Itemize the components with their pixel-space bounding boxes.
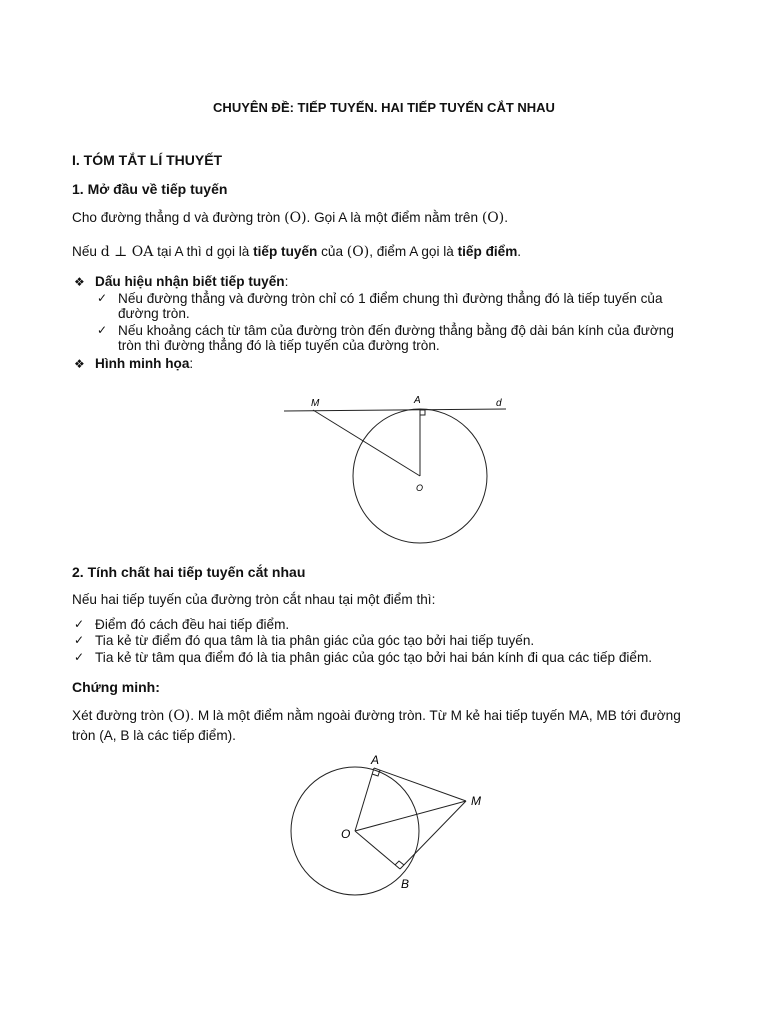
term-tangent-point: tiếp điểm [457,244,518,259]
checkmark-icon: ✓ [74,633,85,647]
text-run: . M là một điểm nằm ngoài đường tròn. Từ M kẻ hai tiếp tuyến MA, MB tới đường [190,708,681,723]
tangent-mb [400,801,466,869]
term-tangent: tiếp tuyến [253,244,318,259]
colon: : [284,274,289,289]
text-run: . [504,210,509,225]
label-m: M [471,794,481,808]
checkmark-icon: ✓ [97,323,108,337]
radius-ob [355,831,400,869]
subsection-heading-tangent-intro: 1. Mở đầu về tiếp tuyến [72,181,228,197]
property-item-1: Điểm đó cách đều hai tiếp điểm. [95,617,290,632]
math-circle-o: (O) [284,210,307,226]
label-o: O [416,483,424,493]
text-run: Xét đường tròn [72,708,168,723]
label-a: A [414,395,421,406]
paragraph-proof [72,707,702,725]
text-run: . [517,244,522,259]
right-angle-mark [420,410,425,415]
proof-heading: Chứng minh: [72,679,160,695]
sign-item-2-line-1: Nếu khoảng cách từ tâm của đường tròn đến đường thẳng bằng độ dài bán kính của đường [118,323,674,338]
diamond-bullet-icon: ❖ [74,275,85,289]
sign-item-1-line-1: Nếu đường thẳng và đường tròn chỉ có 1 điểm chung thì đường thẳng đó là tiếp tuyến của [118,291,663,306]
checkmark-icon: ✓ [74,650,85,664]
illustration-label: Hình minh họa [95,356,190,371]
sign-item-2-line-2: tròn thì đường thẳng đó là tiếp tuyến của đường tròn. [118,338,440,353]
label-o: O [341,827,351,841]
checkmark-icon: ✓ [97,291,108,305]
property-item-2: Tia kẻ từ điểm đó qua tâm là tia phân giác của góc tạo bởi hai tiếp tuyến. [95,633,535,648]
sign-item-1-line-2: đường tròn. [118,306,190,321]
paragraph-proof-line-2: tròn (A, B là các tiếp điểm). [72,728,236,743]
paragraph-properties-intro: Nếu hai tiếp tuyến của đường tròn cắt nhau tại một điểm thì: [72,592,436,607]
property-item-3: Tia kẻ từ tâm qua điểm đó là tia phân giác của góc tạo bởi hai bán kính đi qua các tiếp điểm. [95,650,653,665]
math-circle-o: (O) [167,708,191,724]
section-heading-theory: I. TÓM TẮT LÍ THUYẾT [72,152,223,168]
tangent-ma [374,768,466,801]
math-circle-o: (O) [346,244,370,260]
label-a: A [371,753,380,767]
tangent-line-d [284,409,506,411]
radius-oa [355,768,374,831]
label-d: d [496,398,502,409]
text-run: . Gọi A là một điểm nằm trên [306,210,482,225]
figure-two-tangents [0,740,768,910]
math-perpendicular: d ⊥ OA [100,244,154,260]
text-run: Nếu [72,244,101,259]
checkmark-icon: ✓ [74,617,85,631]
text-run: của [317,244,347,259]
text-run: tại A thì d gọi là [153,244,254,259]
math-circle-o: (O) [481,210,505,226]
segment-mo [313,410,420,476]
subsection-heading-two-tangents: 2. Tính chất hai tiếp tuyến cắt nhau [72,564,306,580]
colon: : [189,356,194,371]
text-run: Cho đường thẳng d và đường tròn [72,210,285,225]
document-title: CHUYÊN ĐỀ: TIẾP TUYẾN. HAI TIẾP TUYẾN CẮT NHAU [213,100,555,115]
label-m: M [311,398,320,409]
segment-om [355,801,466,831]
label-b: B [401,877,410,891]
text-run: , điểm A gọi là [369,244,458,259]
signs-label: Dấu hiệu nhận biết tiếp tuyến [95,274,285,289]
diamond-bullet-icon: ❖ [74,357,85,371]
right-angle-mark-b [395,861,404,865]
